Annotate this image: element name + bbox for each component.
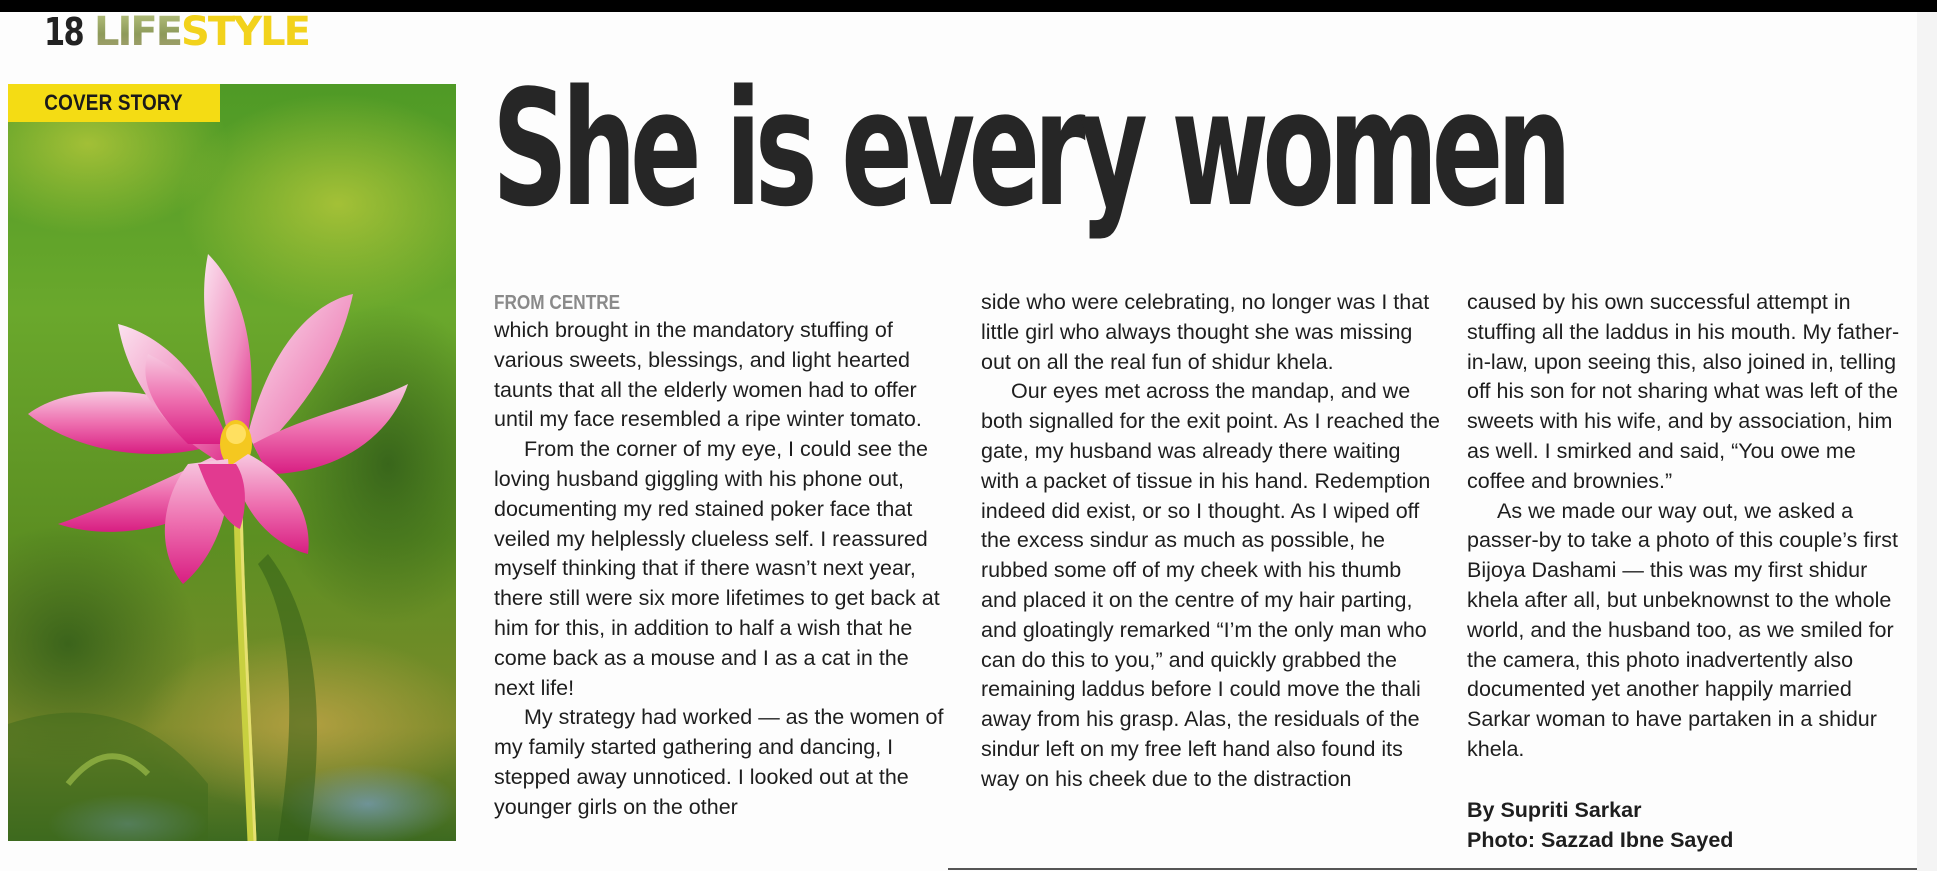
paragraph: side who were celebrating, no longer was I that little girl who always thought she was missing out on all the real fun of shidur khela.: [981, 290, 1430, 374]
masthead: [44, 12, 309, 55]
paragraph: caused by his own successful attempt in stuffing all the laddus in his mouth. My father-in-law, upon seeing this, also joined in, telling off his son for not sharing what was left of the sweets with his wife, and by association, him as well. I smirked and said, “You owe me coffee and brownies.”: [1467, 290, 1900, 493]
byline-author: By Supriti Sarkar: [1467, 797, 1642, 822]
paragraph: Our eyes met across the mandap, and we both signalled for the exit point. As I reached the gate, my husband was already there waiting with a packet of tissue in his hand. Redemption indeed did exist, or so I thought. As I wiped off the excess sindur as much as possible, he rubbed some off of my cheek with his thumb and placed it on the centre of my hair parting, and gloatingly remarked “I’m the only man who can do this to you,” and quickly grabbed the remaining laddus before I could move the thali away from his grasp. Alas, the residuals of the sindur left on my free left hand also found its way on his cheek due to the distraction: [981, 379, 1440, 791]
bottom-rule: [948, 868, 1917, 870]
byline: [1467, 795, 1917, 855]
paragraph: which brought in the mandatory stuffing of various sweets, blessings, and light hearted taunts that all the elderly women had to offer until my face resembled a ripe winter tomato.: [494, 318, 922, 432]
paragraph: From the corner of my eye, I could see the loving husband giggling with his phone out, documenting my red stained poker face that veiled my helplessly clueless self. I reassured myself thinking that if there wasn’t next year, there still were six more lifetimes to get back at him for this, in addition to half a wish that he come back as a mouse and I as a cat in the next life!: [494, 437, 940, 700]
headline: She is every women: [492, 55, 1566, 242]
byline-photo-credit: Photo: Sazzad Ibne Sayed: [1467, 827, 1734, 852]
section-name-life: LIFE: [94, 12, 182, 55]
paragraph: As we made our way out, we asked a passer-by to take a photo of this couple’s first Bijoya Dashami — this was my first shidur khela after all, but unbeknownst to the whole world, and the husband too, as we smiled for the camera, this photo inadvertently also documented yet another happily married Sarkar woman to have partaken in a shidur khela.: [1467, 498, 1899, 761]
article-column-2: [981, 288, 1441, 795]
section-name-style: STYLE: [181, 12, 309, 55]
badge-label: COVER STORY: [44, 90, 184, 115]
article-column-1: [494, 288, 954, 823]
newspaper-page: [0, 12, 1937, 871]
page-edge: [1917, 12, 1937, 871]
page-number: 18: [44, 12, 84, 54]
section-badge: [8, 84, 220, 122]
lotus-photo: [8, 84, 456, 841]
kicker-label: FROM CENTRE: [494, 292, 621, 314]
paragraph: My strategy had worked — as the women of my family started gathering and dancing, I stepped away unnoticed. I looked out at the younger girls on the other: [494, 705, 944, 819]
article-column-3: [1467, 288, 1917, 855]
